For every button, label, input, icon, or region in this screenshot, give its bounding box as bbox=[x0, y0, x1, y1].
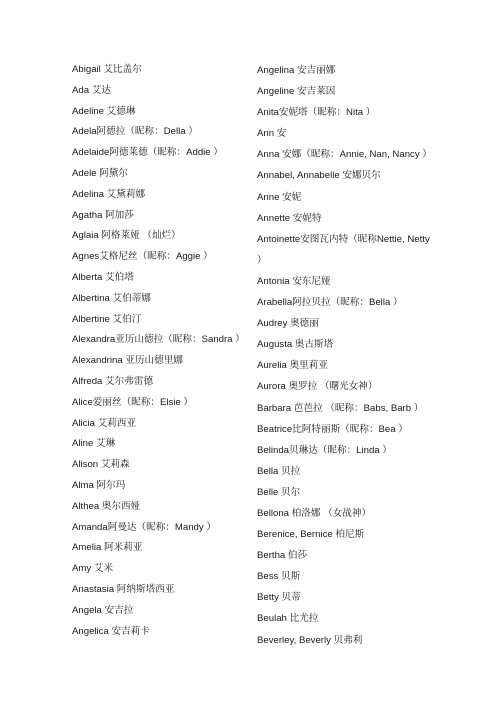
name-entry: Amelia 阿米莉亚 bbox=[72, 542, 143, 554]
name-entry: Bertha 伯莎 bbox=[257, 550, 308, 562]
name-entry: Beverley, Beverly 贝弗利 bbox=[257, 634, 363, 646]
names-column-right bbox=[257, 60, 437, 651]
name-entry: Adele 阿黛尔 bbox=[72, 167, 128, 179]
name-entry: Antonia 安东尼娅 bbox=[257, 275, 331, 287]
name-entry: Alfreda 艾尔弗雷德 bbox=[72, 375, 154, 387]
name-entry: Adeline 艾德琳 bbox=[72, 105, 136, 117]
name-entry: Agatha 阿加莎 bbox=[72, 209, 134, 221]
name-entry: Audrey 奥德丽 bbox=[257, 318, 319, 330]
names-column-left bbox=[72, 60, 247, 642]
name-entry: Annabel, Annabelle 安娜贝尔 bbox=[257, 170, 381, 182]
name-entry: Angeline 安吉莱因 bbox=[257, 86, 336, 98]
name-entry: Adelina 艾黛莉娜 bbox=[72, 188, 146, 200]
name-entry: Alberta 艾伯塔 bbox=[72, 271, 134, 283]
name-entry: Anastasia 阿纳斯塔西亚 bbox=[72, 583, 175, 595]
name-entry: Albertine 艾伯汀 bbox=[72, 313, 142, 325]
name-entry: Angelina 安吉丽娜 bbox=[257, 65, 336, 76]
name-entry: Anna 安娜（昵称：Annie, Nan, Nancy ） bbox=[257, 149, 432, 161]
name-entry: Albertina 艾伯蒂娜 bbox=[72, 292, 151, 304]
name-entry: Belle 贝尔 bbox=[257, 486, 301, 498]
name-entry: Alexandra亚历山德拉（昵称：Sandra ） bbox=[72, 334, 245, 346]
name-entry: Angelica 安吉莉卡 bbox=[72, 625, 150, 637]
name-entry: Althea 奥尔西娅 bbox=[72, 500, 141, 512]
name-entry: Beatrice比阿特丽斯（昵称：Bea ） bbox=[257, 423, 408, 435]
name-entry: Aglaia 阿格莱娅 （灿烂） bbox=[72, 230, 181, 242]
name-entry: Angela 安吉拉 bbox=[72, 604, 134, 616]
name-entry: Anita安妮塔（昵称：Nita ） bbox=[257, 107, 376, 119]
name-entry: Agnes艾格尼丝（昵称：Aggie ） bbox=[72, 251, 213, 263]
name-entry: Amy 艾米 bbox=[72, 563, 114, 575]
name-entry: Alicia 艾莉西亚 bbox=[72, 417, 136, 429]
name-entry: Augusta 奥古斯塔 bbox=[257, 339, 334, 351]
name-entry: Betty 贝蒂 bbox=[257, 592, 301, 604]
name-entry: Abigail 艾比盖尔 bbox=[72, 64, 142, 75]
name-entry: Aurora 奥罗拉 （曙光女神） bbox=[257, 381, 378, 393]
name-entry: Alison 艾莉森 bbox=[72, 459, 130, 471]
name-entry: Bess 贝斯 bbox=[257, 571, 301, 583]
name-entry: Adela阿德拉（昵称：Della ） bbox=[72, 126, 198, 138]
name-entry: Aurelia 奥里莉亚 bbox=[257, 360, 328, 372]
name-entry: Amanda阿曼达（昵称：Mandy ） bbox=[72, 521, 216, 533]
name-entry: Adelaide阿德莱德（昵称：Addie ） bbox=[72, 147, 223, 159]
name-entry: Bellona 柏洛娜 （女战神） bbox=[257, 507, 372, 519]
name-entry: Barbara 芭芭拉 （昵称：Babs, Barb ） bbox=[257, 402, 424, 414]
name-entry: Belinda贝琳达（昵称：Linda ） bbox=[257, 444, 392, 456]
name-entry: Bella 贝拉 bbox=[257, 465, 301, 477]
name-entry: Berenice, Bernice 柏尼斯 bbox=[257, 529, 365, 541]
name-entry: Beulah 比尤拉 bbox=[257, 613, 319, 625]
name-entry: Alexandrina 亚历山德里娜 bbox=[72, 355, 183, 367]
name-entry: Alma 阿尔玛 bbox=[72, 479, 126, 491]
name-entry: Aline 艾琳 bbox=[72, 438, 116, 450]
name-entry: Ann 安 bbox=[257, 128, 287, 140]
name-entry: Annette 安妮特 bbox=[257, 212, 322, 224]
name-entry: Ada 艾达 bbox=[72, 84, 111, 96]
name-entry: Anne 安妮 bbox=[257, 191, 302, 203]
name-entry: Alice爱丽丝（昵称：Elsie ） bbox=[72, 396, 194, 408]
name-entry: Antoinette安图瓦内特（昵称Nettie, Netty ） bbox=[257, 233, 430, 266]
name-entry: Arabella阿拉贝拉（昵称：Bella ） bbox=[257, 297, 403, 309]
